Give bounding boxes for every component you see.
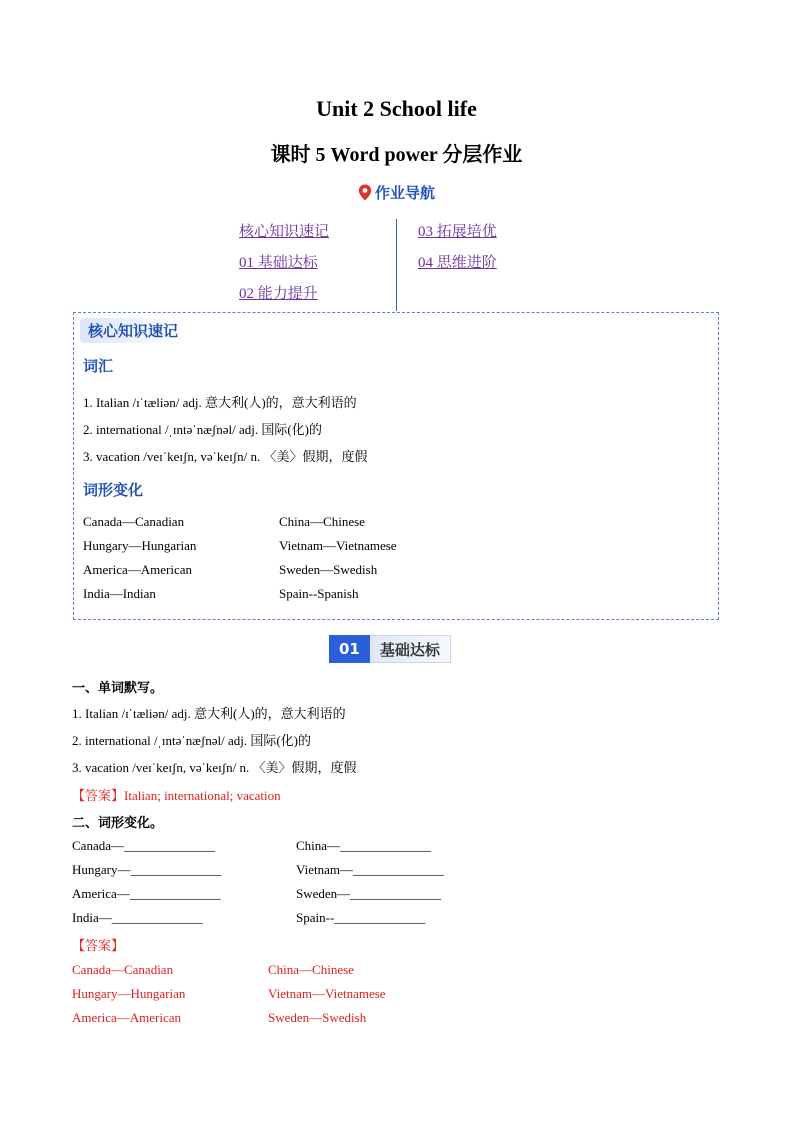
section-number: 01 [329,635,370,663]
nav-link-thinking[interactable]: 04 思维进阶 [418,255,497,271]
blank-item: Sweden—______________ [296,886,442,901]
form-pair: Canada—Canadian [83,514,185,529]
section-label: 基础达标 [370,635,451,663]
blank-item: Hungary—______________ [72,862,222,877]
question-item: 1. Italian /ɪˈtæliən/ adj. 意大利(人)的，意大利语的 [72,706,346,721]
form-pair: China—Chinese [279,514,365,529]
answer-pair: America—American [72,1010,182,1025]
blank-item: Spain--______________ [296,910,426,925]
question-1-heading: 一、单词默写。 [72,681,164,696]
vocab-heading: 词汇 [83,357,114,375]
section-badge [329,635,451,663]
location-pin-icon [358,184,372,201]
nav-divider [396,219,397,311]
answer-2-label: 【答案】 [72,938,125,953]
form-pair: India—Indian [83,586,156,601]
form-pair: Sweden—Swedish [279,562,378,577]
vocab-item: 3. vacation /veɪˈkeɪʃn, vəˈkeɪʃn/ n. 〈美〉假期，度假 [83,449,368,464]
answer-1: 【答案】Italian; international; vacation [72,788,281,803]
blank-item: China—______________ [296,838,432,853]
form-pair: America—American [83,562,193,577]
vocab-item: 2. international /ˌɪntəˈnæʃnəl/ adj. 国际(化)的 [83,422,322,437]
nav-heading-label: 作业导航 [374,184,435,202]
question-item: 3. vacation /veɪˈkeɪʃn, vəˈkeɪʃn/ n. 〈美〉假期，度假 [72,760,357,775]
nav-link-core-knowledge[interactable]: 核心知识速记 [239,224,330,240]
blank-item: America—______________ [72,886,221,901]
form-pair: Hungary—Hungarian [83,538,197,553]
answer-pair: China—Chinese [268,962,354,977]
nav-heading [0,182,793,203]
answer-pair: Sweden—Swedish [268,1010,367,1025]
form-pair: Vietnam—Vietnamese [279,538,397,553]
form-pair: Spain--Spanish [279,586,359,601]
page-subtitle: 课时 5 Word power 分层作业 [270,144,523,166]
nav-link-ability[interactable]: 02 能力提升 [239,286,318,302]
nav-link-basic[interactable]: 01 基础达标 [239,255,318,271]
blank-item: Canada—______________ [72,838,215,853]
answer-pair: Vietnam—Vietnamese [268,986,386,1001]
knowledge-tag: 核心知识速记 [80,318,186,343]
blank-item: India—______________ [72,910,203,925]
page-title: Unit 2 School life [316,96,477,121]
blank-item: Vietnam—______________ [296,862,444,877]
question-item: 2. international /ˌɪntəˈnæʃnəl/ adj. 国际(化)的 [72,733,311,748]
answer-pair: Hungary—Hungarian [72,986,186,1001]
question-2-heading: 二、词形变化。 [72,816,164,831]
forms-heading: 词形变化 [83,481,144,499]
vocab-item: 1. Italian /ɪˈtæliən/ adj. 意大利(人)的，意大利语的 [83,395,357,410]
nav-link-extension[interactable]: 03 拓展培优 [418,224,497,240]
answer-pair: Canada—Canadian [72,962,174,977]
